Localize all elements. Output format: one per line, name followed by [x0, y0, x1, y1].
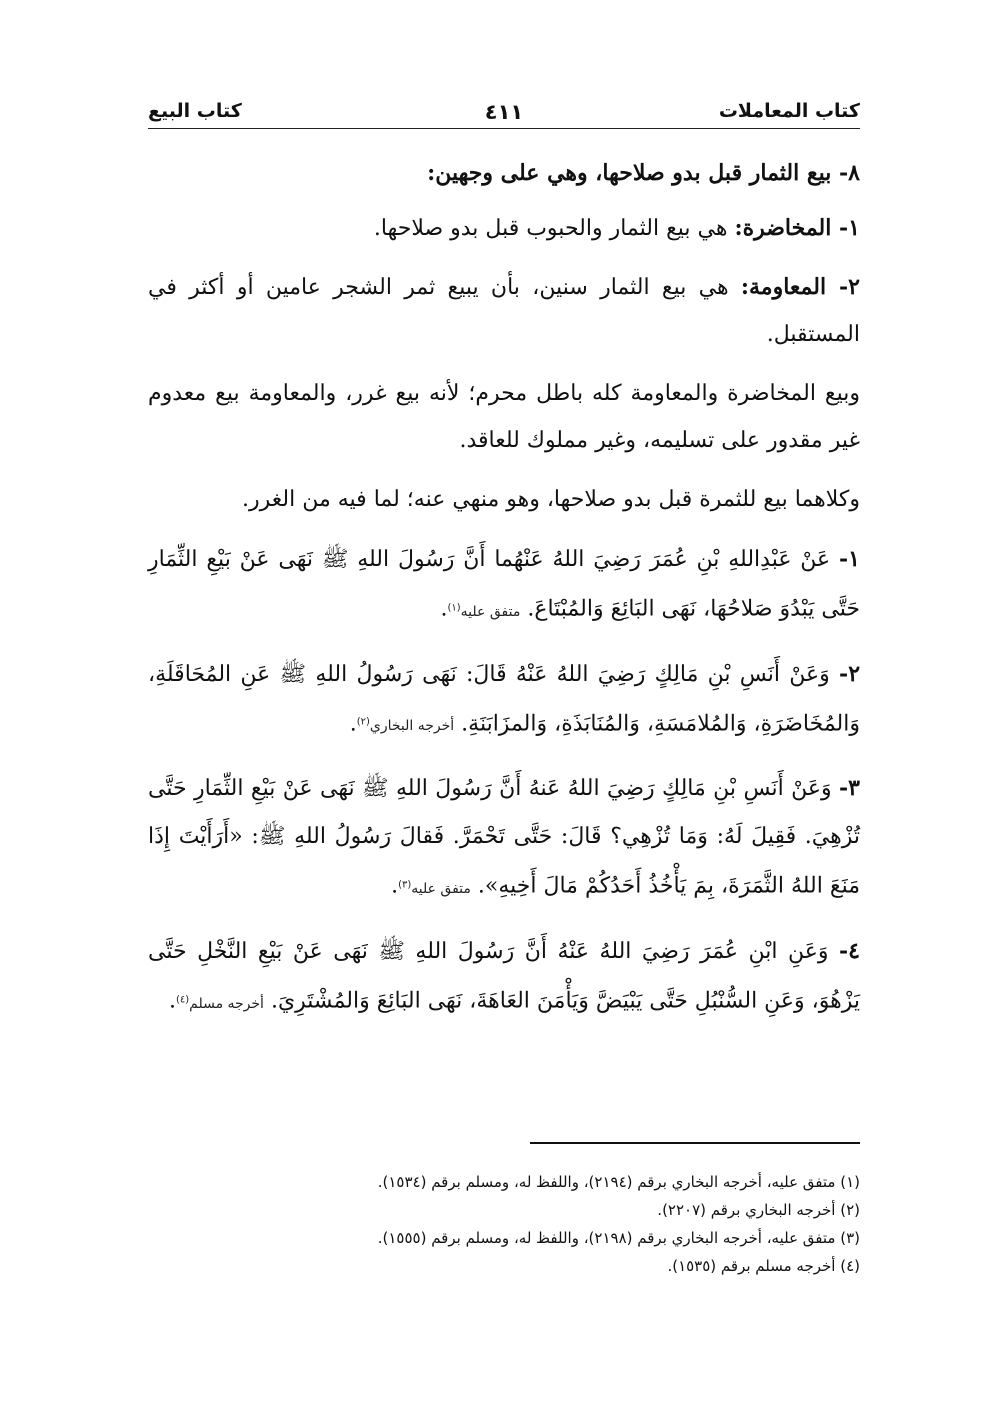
hadith-number: ١- [839, 546, 860, 572]
paragraph-summary: وكلاهما بيع للثمرة قبل بدو صلاحها، وهو منهي عنه؛ لما فيه من الغرر. [242, 487, 860, 512]
footnote-marker[interactable]: (٢) [356, 716, 370, 728]
section-heading: ٨- بيع الثمار قبل بدو صلاحها، وهي على وجهين: [427, 160, 860, 186]
header-chapter-title: كتاب البيع [148, 100, 242, 122]
hadith-number: ٢- [839, 660, 861, 687]
hadith-1: ١- عَنْ عَبْدِاللهِ بْنِ عُمَرَ رَضِيَ اللهُ عَنْهُما أَنَّ رَسُولَ اللهِ ﷺ نَهَى عَنْ بَيْعِ الثِّمَارِ حَتَّى يَبْدُوَ صَلاحُهَا، نَهَى البَائِعَ وَالمُبْتَاعَ. متفق عليه$^{(١)}$. [148, 546, 860, 622]
reference-text: أخرجه مسلم [189, 995, 264, 1012]
page-header [148, 92, 860, 132]
hadith-2: ٢- وَعَنْ أَنَسِ بْنِ مَالِكٍ رَضِيَ اللهُ عَنْهُ قَالَ: نَهَى رَسُولُ اللهِ ﷺ عَنِ المُحَاقَلَةِ، وَالمُخَاضَرَةِ، وَالمُلامَسَةِ، وَالمُنَابَذَةِ، وَالمزَابَنَةِ. أخرجه البخاري$^{(٢)}$. [148, 660, 861, 737]
hadith-reference [357, 718, 454, 734]
hadith-text: وَعَنْ أَنَسِ بْنِ مَالِكٍ رَضِيَ اللهُ عَنهُ أَنَّ رَسُولَ اللهِ ﷺ نَهَى عَنْ بَيْعِ الثِّمَارِ حَتَّى تُزْهِيَ. فَقِيلَ لَهُ: وَمَا تُزْهِي؟ قَالَ: حَتَّى تَحْمَرَّ. فَقالَ رَسُولُ اللهِ ﷺ: «أَرَأَيْتَ إِذَا مَنَعَ اللهُ الثَّمَرَةَ، بِمَ يَأْخُذُ أَحَدُكُمْ مَالَ أَخِيهِ». [148, 776, 860, 899]
item-2-text: هي بيع الثمار سنين، بأن يبيع ثمر الشجر عامين أو أكثر في المستقبل. [148, 275, 860, 347]
footnote-3: (٣) متفق عليه، أخرجه البخاري برقم (٢١٩٨)، واللفظ له، ومسلم برقم (١٥٥٥). [377, 1229, 860, 1247]
header-book-title: كتاب المعاملات [718, 100, 860, 122]
reference-text: متفق عليه [460, 603, 521, 620]
paragraph-ruling: وبيع المخاضرة والمعاومة كله باطل محرم؛ لأنه بيع غرر، والمعاومة بيع معدوم غير مقدور على تسليمه، وغير مملوك للعاقد. [148, 381, 860, 453]
page-body [148, 150, 860, 1042]
item-2 [148, 264, 860, 358]
hadith-4: ٤- وَعَنِ ابْنِ عُمَرَ رَضِيَ اللهُ عَنْهُ أَنَّ رَسُولَ اللهِ ﷺ نَهَى عَنْ بَيْعِ النَّخْلِ حَتَّى يَزْهُوَ، وَعَنِ السُّنْبُلِ حَتَّى يَبْيَضَّ وَيَأْمَنَ العَاهَةَ، نَهَى البَائِعَ وَالمُشْتَرِيَ. أخرجه مسلم$^{(٤)}$. [148, 937, 860, 1014]
hadith-reference [175, 993, 264, 1012]
footnote-marker[interactable]: (٣) [398, 879, 412, 891]
item-1 [148, 205, 860, 252]
footnote-2: (٢) أخرجه البخاري برقم (٢٢٠٧). [657, 1201, 860, 1219]
header-divider [148, 128, 860, 129]
hadith-text: عَنْ عَبْدِاللهِ بْنِ عُمَرَ رَضِيَ اللهُ عَنْهُما أَنَّ رَسُولَ اللهِ ﷺ نَهَى عَنْ بَيْعِ الثِّمَارِ حَتَّى يَبْدُوَ صَلاحُهَا، نَهَى البَائِعَ وَالمُبْتَاعَ. [148, 547, 860, 622]
hadith-3: ٣- وَعَنْ أَنَسِ بْنِ مَالِكٍ رَضِيَ اللهُ عَنهُ أَنَّ رَسُولَ اللهِ ﷺ نَهَى عَنْ بَيْعِ الثِّمَارِ حَتَّى تُزْهِيَ. فَقِيلَ لَهُ: وَمَا تُزْهِي؟ قَالَ: حَتَّى تَحْمَرَّ. فَقالَ رَسُولُ اللهِ ﷺ: «أَرَأَيْتَ إِذَا مَنَعَ اللهُ الثَّمَرَةَ، بِمَ يَأْخُذُ أَحَدُكُمْ مَالَ أَخِيهِ». متفق عليه$^{(٣)}$. [148, 775, 860, 899]
hadith-text: وَعَنْ أَنَسِ بْنِ مَالِكٍ رَضِيَ اللهُ عَنْهُ قَالَ: نَهَى رَسُولُ اللهِ ﷺ عَنِ المُحَاقَلَةِ، وَالمُخَاضَرَةِ، وَالمُلامَسَةِ، وَالمُنَابَذَةِ، وَالمزَابَنَةِ. [148, 661, 860, 737]
hadith-reference [447, 604, 520, 620]
footnote-1: (١) متفق عليه، أخرجه البخاري برقم (٢١٩٤)، واللفظ له، ومسلم برقم (١٥٣٤). [377, 1173, 860, 1191]
footnote-marker[interactable]: (١) [447, 602, 461, 613]
reference-text: متفق عليه [411, 880, 471, 897]
hadith-number: ٤- [839, 937, 860, 964]
footnote-4: (٤) أخرجه مسلم برقم (١٥٣٥). [667, 1257, 860, 1275]
hadith-number: ٣- [839, 775, 860, 802]
footnote-marker[interactable]: (٤) [175, 993, 190, 1005]
item-2-label: ٢- المعاومة: [740, 274, 860, 300]
item-1-text: هي بيع الثمار والحبوب قبل بدو صلاحها. [373, 216, 735, 241]
item-1-label: ١- المخاضرة: [734, 215, 860, 241]
page-number: ٤١١ [484, 100, 524, 124]
footnotes [148, 1168, 860, 1280]
hadith-reference [398, 881, 471, 897]
hadith-text: وَعَنِ ابْنِ عُمَرَ رَضِيَ اللهُ عَنْهُ أَنَّ رَسُولَ اللهِ ﷺ نَهَى عَنْ بَيْعِ النَّخْلِ حَتَّى يَزْهُوَ، وَعَنِ السُّنْبُلِ حَتَّى يَبْيَضَّ وَيَأْمَنَ العَاهَةَ، نَهَى البَائِعَ وَالمُشْتَرِيَ. [148, 938, 860, 1014]
reference-text: أخرجه البخاري [369, 718, 455, 735]
footnote-divider [530, 1142, 860, 1144]
